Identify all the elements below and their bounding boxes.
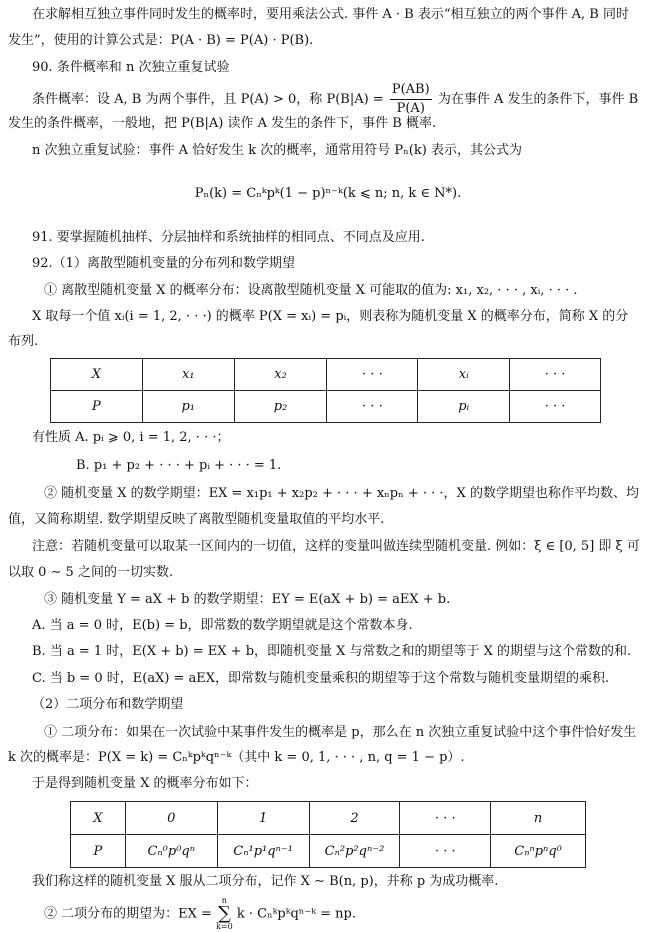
text-line: C. 当 b = 0 时，E(aX) = aEX，即常数与随机变量乘积的期望等于这个常数与随机变量期望的乘积.: [32, 671, 610, 686]
text-line: 值，又简称期望. 数学期望反映了离散型随机变量取值的平均水平.: [8, 512, 385, 527]
text-line: 我们称这样的随机变量 X 服从二项分布，记作 X ∼ B(n, p)，并称 p 为成功概率.: [32, 874, 499, 889]
table-row: [51, 359, 601, 391]
sum-lower: k=0: [216, 922, 233, 931]
text-line: A. 当 a = 0 时，E(b) = b，即常数的数学期望就是这个常数本身.: [32, 618, 413, 633]
text-line: k 次的概率是：P(X = k) = Cₙᵏpᵏqⁿ⁻ᵏ（其中 k = 0, 1, · · · , n, q = 1 − p）.: [8, 750, 465, 765]
sum-upper: n: [221, 896, 227, 905]
formula: Pₙ(k) = Cₙᵏpᵏ(1 − p)ⁿ⁻ᵏ(k ⩽ n; n, k ∈ N*).: [194, 186, 462, 201]
table-cell: X: [51, 359, 143, 391]
text-line: 在求解相互独立事件同时发生的概率时，要用乘法公式. 事件 A · B 表示“相互独立的两个事件 A, B 同时: [32, 7, 629, 22]
table-cell: P: [71, 835, 126, 868]
text-line: B. p₁ + p₂ + · · · + pᵢ + · · · = 1.: [76, 458, 282, 473]
table-cell: 2: [309, 802, 400, 835]
text-line: 以取 0 ∼ 5 之间的一切实数.: [8, 565, 174, 580]
table-cell: Cₙⁿpⁿq⁰: [491, 835, 586, 868]
summation: [216, 896, 233, 932]
text-fragment: 为在事件 A 发生的条件下，事件 B: [437, 92, 639, 107]
text-line: B. 当 a = 1 时，E(X + b) = EX + b，即随机变量 X 与常数之和的期望等于 X 的期望与这个常数的和.: [32, 644, 632, 659]
table-cell: 0: [125, 802, 217, 835]
table-row: [71, 835, 586, 868]
distribution-table: [50, 358, 601, 423]
text-line: 布列.: [8, 334, 39, 349]
table-cell: p₁: [142, 391, 234, 423]
table-row: [71, 802, 586, 835]
text-fragment: ② 二项分布的期望为：EX =: [44, 906, 212, 922]
fraction-numerator: P(AB): [390, 81, 432, 100]
table-cell: n: [491, 802, 586, 835]
section-heading: （2）二项分布和数学期望: [32, 697, 184, 712]
table-cell: · · ·: [510, 391, 601, 423]
text-line: ① 二项分布：如果在一次试验中某事件发生的概率是 p，那么在 n 次独立重复试验中这个事件恰好发生: [44, 725, 637, 740]
text-line: X 取每一个值 xᵢ(i = 1, 2, · · ·) 的概率 P(X = xᵢ) = pᵢ，则表称为随机变量 X 的概率分布，简称 X 的分: [32, 309, 629, 324]
text-line: 发生”，使用的计算公式是：P(A · B) = P(A) · P(B).: [8, 33, 314, 48]
table-cell: Cₙ⁰p⁰qⁿ: [125, 835, 217, 868]
text-line: ② 随机变量 X 的数学期望：EX = x₁p₁ + x₂p₂ + · · · + xₙpₙ + · · ·，X 的数学期望也称作平均数、均: [44, 486, 639, 501]
text-fragment: k · Cₙᵏpᵏqⁿ⁻ᵏ = np.: [236, 906, 357, 922]
text-line: 于是得到随机变量 X 的概率分布如下：: [32, 776, 258, 791]
expectation-line: [44, 896, 656, 932]
text-line: 发生的条件概率，一般地，把 P(B|A) 读作 A 发生的条件下，事件 B 概率.: [8, 116, 437, 131]
text-line: ① 离散型随机变量 X 的概率分布：设离散型随机变量 X 可能取的值为: x₁, x₂, · · · , xᵢ, · · · .: [44, 283, 578, 298]
table-cell: P: [51, 391, 143, 423]
table-cell: X: [71, 802, 126, 835]
table-row: [51, 391, 601, 423]
table-cell: p₂: [234, 391, 327, 423]
text-line: n 次独立重复试验：事件 A 恰好发生 k 次的概率，通常用符号 Pₙ(k) 表示，其公式为: [32, 143, 522, 158]
table-cell: x₂: [234, 359, 327, 391]
sum-symbol: ∑: [217, 903, 231, 924]
table-cell: · · ·: [400, 835, 491, 868]
text-fragment: 条件概率：设 A, B 为两个事件，且 P(A) > 0，称 P(B|A) =: [32, 92, 384, 107]
text-line: ③ 随机变量 Y = aX + b 的数学期望：EY = E(aX + b) = aEX + b.: [44, 592, 451, 607]
table-cell: · · ·: [400, 802, 491, 835]
table-cell: · · ·: [327, 359, 418, 391]
binomial-distribution-table: [70, 801, 586, 868]
table-cell: · · ·: [510, 359, 601, 391]
fraction-denominator: P(A): [396, 101, 425, 116]
section-heading: 90. 条件概率和 n 次独立重复试验: [32, 60, 230, 75]
table-cell: pᵢ: [418, 391, 510, 423]
section-heading: 92.（1）离散型随机变量的分布列和数学期望: [32, 256, 295, 271]
text-line: 注意：若随机变量可以取某一区间内的一切值，这样的变量叫做连续型随机变量. 例如：ξ ∈ [0, 5] 即 ξ 可: [32, 539, 640, 554]
table-cell: 1: [217, 802, 309, 835]
text-line: 有性质 A. pᵢ ⩾ 0, i = 1, 2, · · ·；: [32, 430, 230, 445]
table-cell: Cₙ¹p¹qⁿ⁻¹: [217, 835, 309, 868]
table-cell: Cₙ²p²qⁿ⁻²: [309, 835, 400, 868]
table-cell: · · ·: [327, 391, 418, 423]
table-cell: x₁: [142, 359, 234, 391]
table-cell: xᵢ: [418, 359, 510, 391]
section-heading: 91. 要掌握随机抽样、分层抽样和系统抽样的相同点、不同点及应用.: [32, 230, 425, 245]
